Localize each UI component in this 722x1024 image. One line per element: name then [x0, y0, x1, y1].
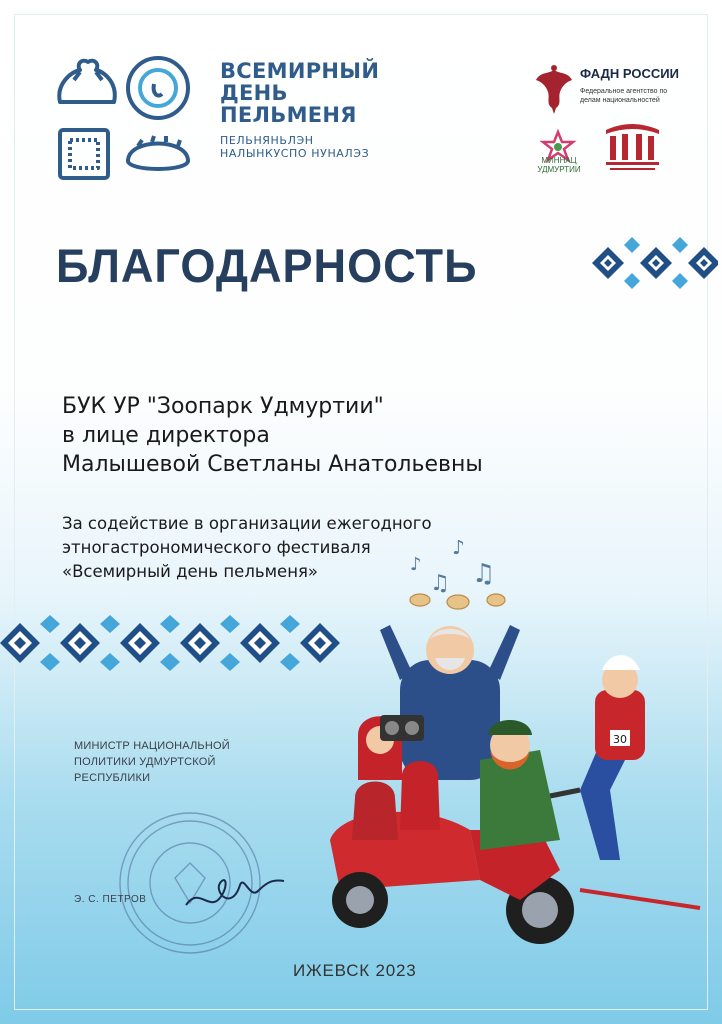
- reason-line-1: За содействие в организации ежегодного: [62, 514, 432, 533]
- recipient-block: [62, 392, 483, 479]
- svg-text:30: 30: [613, 733, 627, 746]
- recipient-role: в лице директора: [62, 423, 270, 448]
- reason-line-3: «Всемирный день пельменя»: [62, 562, 318, 581]
- svg-text:♪: ♪: [410, 554, 422, 575]
- fadn-subtitle: Федеральное агентство по делам национальностей: [580, 88, 668, 104]
- brand-sub-line-2: НАЛЫНКУСПО НУНАЛЭЗ: [220, 147, 370, 161]
- svg-text:♫: ♫: [472, 559, 496, 589]
- festival-logo-icons: [48, 50, 208, 190]
- brand-line-2: ДЕНЬ: [220, 81, 288, 106]
- minister-line-3: РЕСПУБЛИКИ: [74, 772, 151, 784]
- festival-brand: [220, 60, 379, 161]
- handwritten-signature: [180, 855, 290, 925]
- minnac-label: МИННАЦ УДМУРТИИ: [537, 156, 581, 174]
- recipient-name: Малышевой Светланы Анатольевны: [62, 452, 483, 477]
- city-year: ИЖЕВСК 2023: [293, 961, 417, 980]
- svg-text:♫: ♫: [430, 571, 450, 596]
- reason-line-2: этногастрономического фестиваля: [62, 538, 371, 557]
- minister-line-1: МИНИСТР НАЦИОНАЛЬНОЙ: [74, 740, 230, 752]
- certificate-title: БЛАГОДАРНОСТЬ: [56, 239, 478, 292]
- fadn-title: ФАДН РОССИИ: [580, 66, 679, 81]
- festival-illustration: [280, 540, 720, 970]
- svg-text:♪: ♪: [452, 540, 465, 559]
- minister-title: [74, 738, 230, 786]
- brand-line-1: ВСЕМИРНЫЙ: [220, 59, 380, 83]
- signer-name: Э. С. ПЕТРОВ: [74, 894, 147, 905]
- brand-sub-line-1: ПЕЛЬНЯНЬЛЭН: [220, 134, 314, 148]
- recipient-organization: БУК УР "Зоопарк Удмуртии": [62, 394, 384, 419]
- minister-line-2: ПОЛИТИКИ УДМУРТСКОЙ: [74, 756, 216, 768]
- brand-line-3: ПЕЛЬМЕНЯ: [220, 103, 357, 128]
- brand-udmurt-sub: [220, 134, 379, 160]
- udmurt-ornament-top: [578, 235, 718, 291]
- friendship-house-logo-icon: [600, 118, 665, 178]
